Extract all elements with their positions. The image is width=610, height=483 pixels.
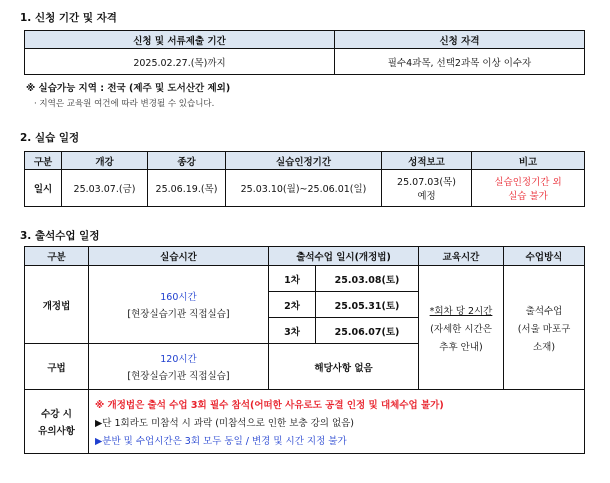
region-note: ※ 실습가능 지역 : 전국 (제주 및 도서산간 제외) (26, 83, 231, 94)
old-law-not-applicable: 해당사항 없음 (269, 344, 419, 390)
notes-content (89, 390, 585, 454)
section-3-title: 3. 출석수업 일정 (20, 230, 100, 242)
attendance-header-category: 구분 (25, 247, 89, 266)
new-law-hours (89, 266, 269, 344)
region-subnote: · 지역은 교육원 여건에 따라 변경될 수 있습니다. (34, 99, 215, 109)
schedule-header-remark: 비고 (472, 152, 585, 170)
application-table (24, 30, 585, 75)
attendance-table (24, 246, 585, 454)
class-method-line3: 소재) (532, 341, 556, 353)
note-class-fixed: ▶분반 및 수업시간은 3회 모두 동일 / 변경 및 시간 지정 불가 (95, 435, 347, 447)
attendance-header-method: 수업방식 (504, 247, 585, 266)
class-method-line2: (서울 마포구 (517, 323, 571, 335)
old-law-hours (89, 344, 269, 390)
new-law-hours-value: 160시간 (160, 292, 197, 303)
edu-time-line1 (421, 303, 501, 317)
schedule-remark-line2: 실습 불가 (508, 191, 548, 202)
edu-time (419, 266, 504, 390)
session-3-date: 25.06.07(토) (316, 318, 419, 344)
class-method-line1: 출석수업 (525, 305, 563, 317)
schedule-close-date: 25.06.19.(목) (148, 170, 226, 207)
notes-label-line1: 수강 시 (41, 409, 72, 420)
notes-label (25, 390, 89, 454)
session-3-num: 3차 (269, 318, 316, 344)
session-2-num: 2차 (269, 292, 316, 318)
schedule-report (382, 170, 472, 207)
schedule-header-period: 실습인정기간 (226, 152, 382, 170)
attendance-header-dates: 출석수업 일시(개정법) (269, 247, 419, 266)
old-law-hours-value: 120시간 (160, 354, 197, 365)
schedule-table (24, 151, 585, 207)
class-method (504, 266, 585, 390)
schedule-remark-line1: 실습인정기간 외 (494, 177, 562, 188)
schedule-header-open: 개강 (62, 152, 148, 170)
schedule-header-category: 구분 (25, 152, 62, 170)
notes-label-line2: 유의사항 (38, 426, 75, 437)
session-1-num: 1차 (269, 266, 316, 292)
old-law-hours-sub: [현장실습기관 직접실습] (127, 371, 230, 382)
application-period: 2025.02.27.(목)까지 (25, 49, 335, 75)
attendance-header-edu-time: 교육시간 (419, 247, 504, 266)
schedule-row-label: 일시 (25, 170, 62, 207)
session-1-date: 25.03.08(토) (316, 266, 419, 292)
section-2-title: 2. 실습 일정 (20, 132, 80, 144)
session-2-date: 25.05.31(토) (316, 292, 419, 318)
new-law-label: 개정법 (25, 266, 89, 344)
note-absence-fail: ▶단 1회라도 미참석 시 과락 (미참석으로 인한 보충 강의 없음) (95, 417, 355, 429)
header-period: 신청 및 서류제출 기간 (25, 31, 335, 49)
schedule-practice-period: 25.03.10(월)~25.06.01(일) (226, 170, 382, 207)
note-required-attendance: ※ 개정법은 출석 수업 3회 필수 참석(어떠한 사유로도 공결 인정 및 대체수업 불가) (95, 399, 444, 411)
edu-time-line3: 추후 안내) (439, 341, 483, 353)
edu-time-line2: (자세한 시간은 (430, 323, 492, 335)
old-law-label: 구법 (25, 344, 89, 390)
edu-time-line1-text: *회차 당 2시간 (429, 305, 493, 317)
qualification: 필수4과목, 선택2과목 이상 이수자 (335, 49, 585, 75)
schedule-remark (472, 170, 585, 207)
schedule-report-date: 25.07.03(목) (397, 177, 456, 188)
new-law-hours-sub: [현장실습기관 직접실습] (127, 309, 230, 320)
header-qualification: 신청 자격 (335, 31, 585, 49)
schedule-open-date: 25.03.07.(금) (62, 170, 148, 207)
schedule-header-report: 성적보고 (382, 152, 472, 170)
section-1-title: 1. 신청 기간 및 자격 (20, 12, 117, 24)
schedule-report-note: 예정 (417, 191, 436, 202)
attendance-header-hours: 실습시간 (89, 247, 269, 266)
schedule-header-close: 종강 (148, 152, 226, 170)
